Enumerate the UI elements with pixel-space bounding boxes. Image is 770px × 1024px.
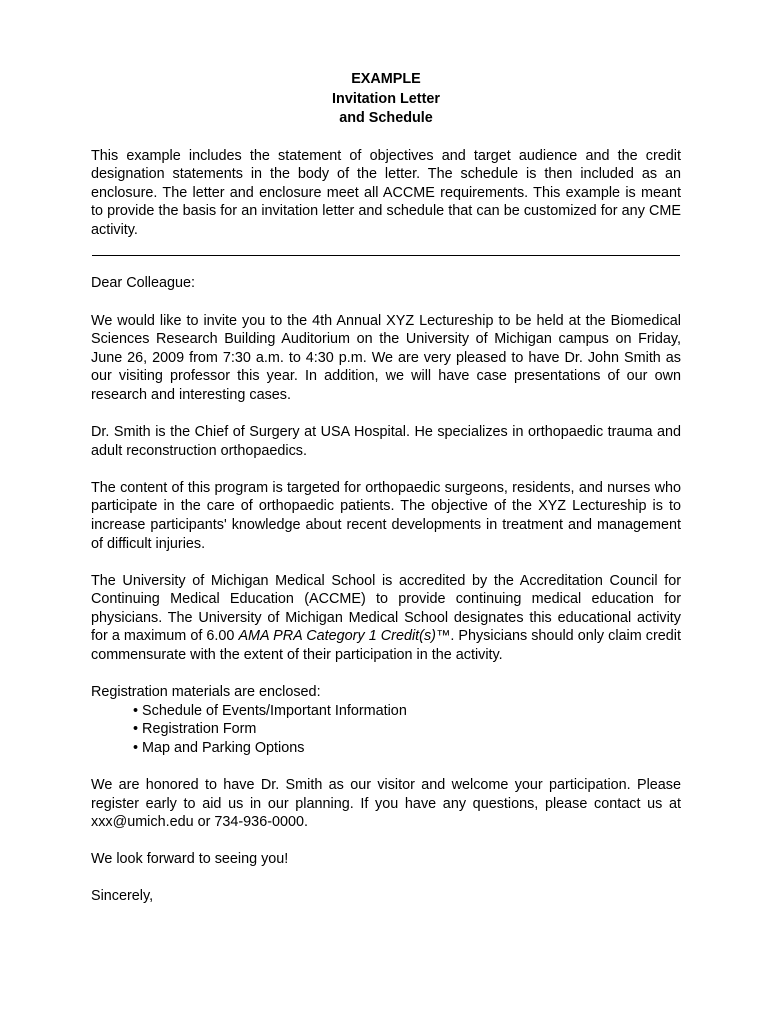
list-item	[133, 720, 681, 739]
bullet-icon: •	[133, 739, 139, 756]
invitation-paragraph: We would like to invite you to the 4th Annual XYZ Lectureship to be held at the Biomedical Sciences Research Building Auditorium on the University of Michigan campus on Friday, June 26, 2009 from 7:30 a.m. to 4:30 p.m. We are very pleased to have Dr. John Smith as our visiting professor this year. In addition, we will have case presentations of our own research and interesting cases.	[91, 312, 681, 403]
accreditation-paragraph	[91, 572, 681, 665]
title-line-schedule: and Schedule	[339, 110, 433, 126]
closing-remark: We look forward to seeing you!	[91, 851, 289, 868]
contact-paragraph: We are honored to have Dr. Smith as our visitor and welcome your participation. Please register early to aid us in our planning. If you have any questions, please contact us at xxx@umich.edu or 734-936-0000.	[91, 776, 681, 831]
title-line-example: EXAMPLE	[351, 71, 421, 87]
bullet-icon: •	[133, 702, 139, 719]
audience-objective-paragraph: The content of this program is targeted for orthopaedic surgeons, residents, and nurses who participate in the care of orthopaedic patients. The objective of the XYZ Lectureship is to increase participants' knowledge about recent developments in treatment and management of difficult injuries.	[91, 479, 681, 552]
intro-paragraph: This example includes the statement of objectives and target audience and the credit designation statements in the body of the letter. The schedule is then included as an enclosure. The letter and enclosure meet all ACCME requirements. This example is meant to provide the basis for an invitation letter and schedule that can be customized for any CME activity.	[91, 147, 681, 238]
enclosure-registration-form: Registration Form	[142, 721, 257, 738]
list-item	[133, 739, 681, 758]
accreditation-text-end: . Physicians should only claim credit commensurate with the extent of their participation in the activity.	[91, 628, 681, 663]
enclosure-map-parking: Map and Parking Options	[142, 739, 305, 756]
speaker-bio-paragraph: Dr. Smith is the Chief of Surgery at USA Hospital. He specializes in orthopaedic trauma and adult reconstruction orthopaedics.	[91, 424, 681, 459]
accreditation-text: The University of Michigan Medical School is accredited by the Accreditation Council for Continuing Medical Education (ACCME) to provide continuing medical education for physicians. The University of Michigan Medical School designates this educational activity for a maximum of 6.00	[91, 572, 681, 645]
horizontal-divider	[92, 255, 680, 256]
greeting: Dear Colleague:	[91, 275, 195, 292]
enclosure-schedule: Schedule of Events/Important Information	[142, 702, 407, 719]
enclosures-list	[91, 702, 681, 758]
document-title	[91, 70, 681, 129]
title-line-invitation: Invitation Letter	[332, 90, 440, 107]
bullet-icon: •	[133, 721, 139, 738]
sign-off: Sincerely,	[91, 888, 154, 905]
letter-page	[91, 70, 681, 906]
credit-designation: AMA PRA Category 1 Credit(s)™	[238, 628, 451, 645]
enclosures-heading: Registration materials are enclosed:	[91, 684, 321, 701]
list-item	[133, 702, 681, 721]
